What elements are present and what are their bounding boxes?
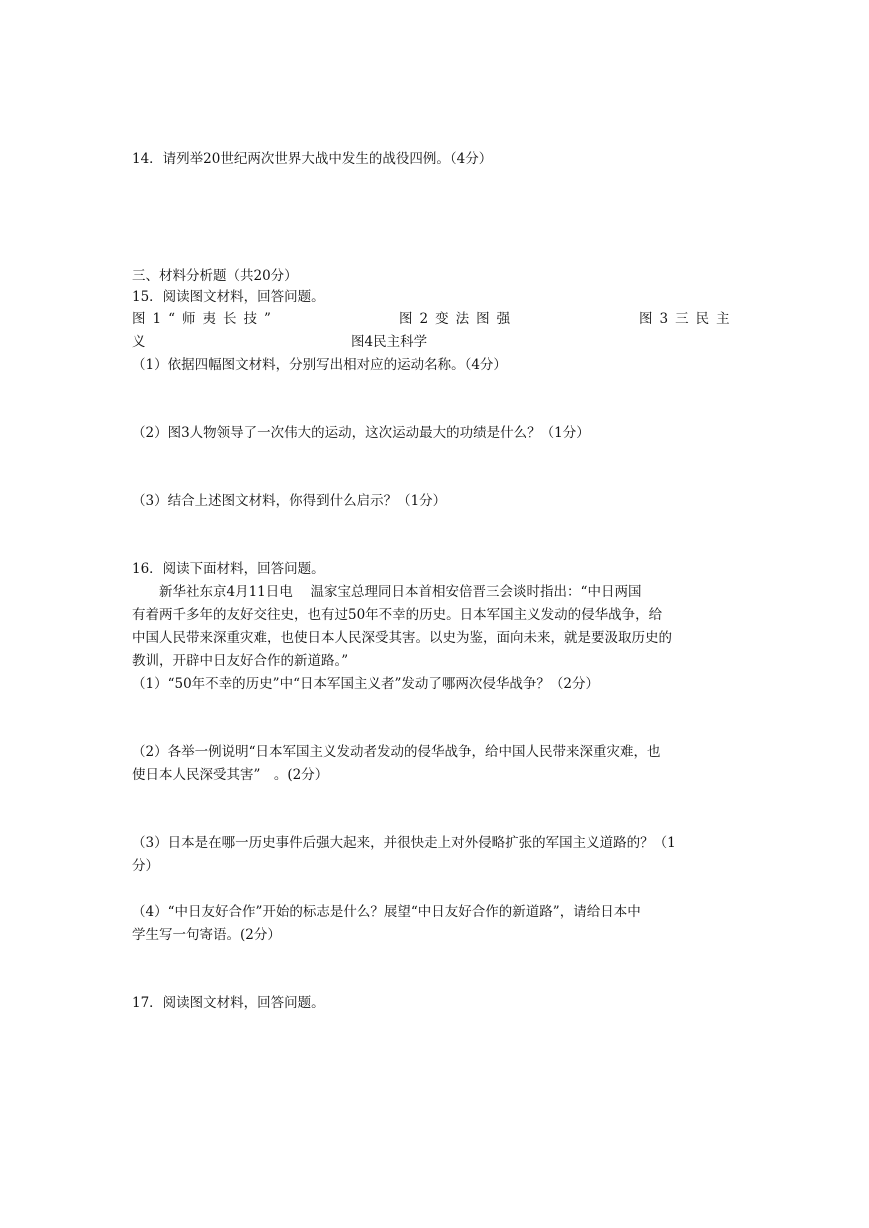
figure-2-caption: 图2变法图强 [399,311,518,327]
question-16-sub-4-line-1: （4）“中日友好合作”开始的标志是什么？展望“中日友好合作的新道路”，请给日本中 [132,904,641,920]
question-16-sub-3-line-2: 分） [132,858,159,874]
question-16-stem: 16．阅读下面材料，回答问题。 [132,561,325,577]
question-16-material-line-4: 教训，开辟中日友好合作的新道路。” [132,653,349,669]
question-15-sub-2: （2）图3人物领导了一次伟大的运动，这次运动最大的功绩是什么？（1分） [132,425,590,441]
question-17-stem: 17．阅读图文材料，回答问题。 [132,995,325,1011]
question-16-sub-2-line-1: （2）各举一例说明“日本军国主义发动者发动的侵华战争，给中国人民带来深重灾难，也 [132,744,661,760]
question-16-sub-3-line-1: （3）日本是在哪一历史事件后强大起来，并很快走上对外侵略扩张的军国主义道路的？（1 [132,835,676,851]
question-16-material-line-1: 新华社东京4月11日电 温家宝总理同日本首相安倍晋三会谈时指出：“中日两国 [159,584,642,600]
question-16-material-line-2: 有着两千多年的友好交往史，也有过50年不幸的历史。日本军国主义发动的侵华战争，给 [132,607,663,623]
figure-3-caption-continued: 义 [132,334,146,350]
question-16-material-line-3: 中国人民带来深重灾难，也使日本人民深受其害。以史为鉴，面向未来，就是要汲取历史的 [132,630,672,646]
question-16-sub-4-line-2: 学生写一句寄语。(2分） [132,927,281,943]
figure-3-caption: 图3三民主 [639,311,737,327]
section-3-heading: 三、材料分析题（共20分） [132,268,298,284]
question-16-sub-2-line-2: 使日本人民深受其害” 。(2分） [132,767,329,783]
question-15-sub-1: （1）依据四幅图文材料，分别写出相对应的运动名称。（4分） [132,357,507,373]
question-15-stem: 15．阅读图文材料，回答问题。 [132,289,325,305]
figure-4-caption: 图4民主科学 [351,334,428,350]
figure-1-caption: 图1“师夷长技” [132,311,278,327]
figure-captions-row [132,313,737,329]
question-16-sub-1: （1）“50年不幸的历史”中“日本军国主义者”发动了哪两次侵华战争？（2分） [132,676,599,692]
question-14: 14．请列举20世纪两次世界大战中发生的战役四例。（4分） [132,151,493,167]
question-15-sub-3: （3）结合上述图文材料，你得到什么启示？（1分） [132,493,447,509]
